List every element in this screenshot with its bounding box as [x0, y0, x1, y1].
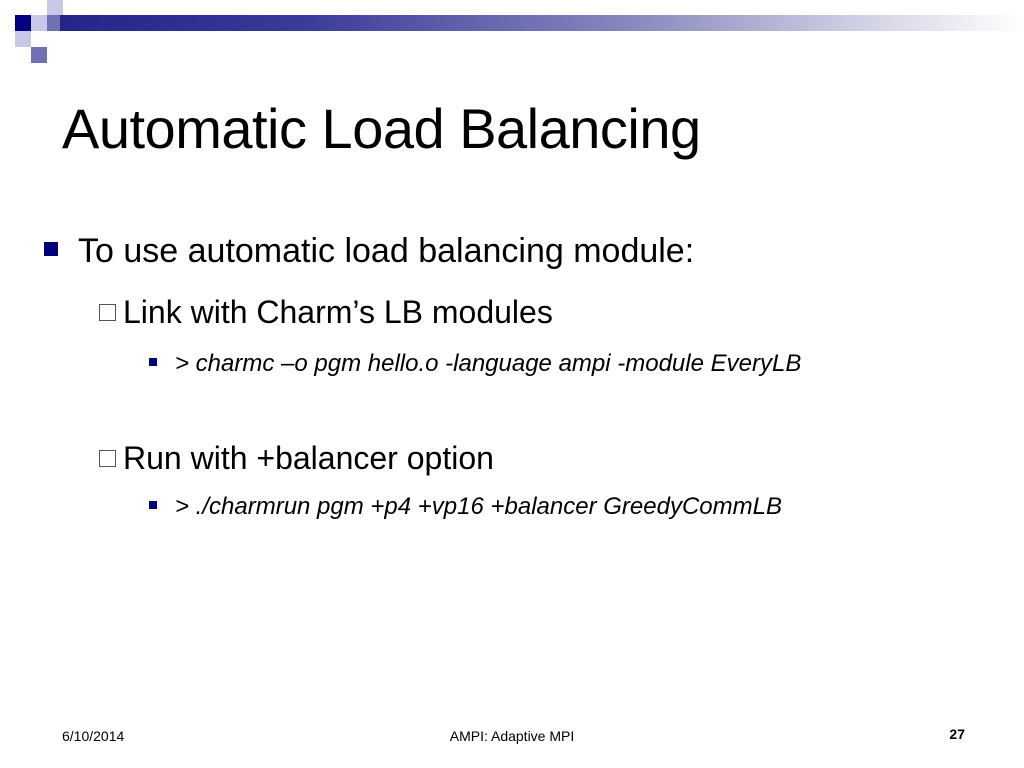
page-number: 27 [949, 726, 965, 742]
bullet-text: Link with Charm’s LB modules [123, 294, 553, 330]
small-square-bullet-icon [149, 501, 157, 509]
square-bullet-icon [44, 242, 58, 256]
command-text: > charmc –o pgm hello.o -language ampi -module EveryLB [175, 350, 802, 377]
bullet-level3-run-command [149, 493, 782, 521]
deco-square [47, 0, 63, 16]
footer-title: AMPI: Adaptive MPI [449, 728, 575, 744]
footer-date: 6/10/2014 [62, 728, 125, 744]
header-gradient-bar [60, 15, 1024, 31]
deco-square [31, 15, 47, 31]
deco-square [15, 15, 31, 31]
bullet-text: To use automatic load balancing module: [78, 232, 695, 270]
hollow-square-bullet-icon [99, 450, 116, 467]
bullet-level3-link-command [149, 350, 801, 378]
command-text: > ./charmrun pgm +p4 +vp16 +balancer GreedyCommLB [175, 493, 782, 520]
header-decoration [0, 0, 1024, 70]
slide-title: Automatic Load Balancing [62, 97, 701, 160]
small-square-bullet-icon [149, 358, 157, 366]
bullet-level2-link [99, 294, 553, 331]
bullet-level1 [44, 232, 694, 271]
bullet-text: Run with +balancer option [123, 440, 494, 476]
deco-square [15, 31, 31, 47]
hollow-square-bullet-icon [99, 304, 116, 321]
bullet-level2-run [99, 440, 494, 477]
deco-square [31, 47, 47, 63]
